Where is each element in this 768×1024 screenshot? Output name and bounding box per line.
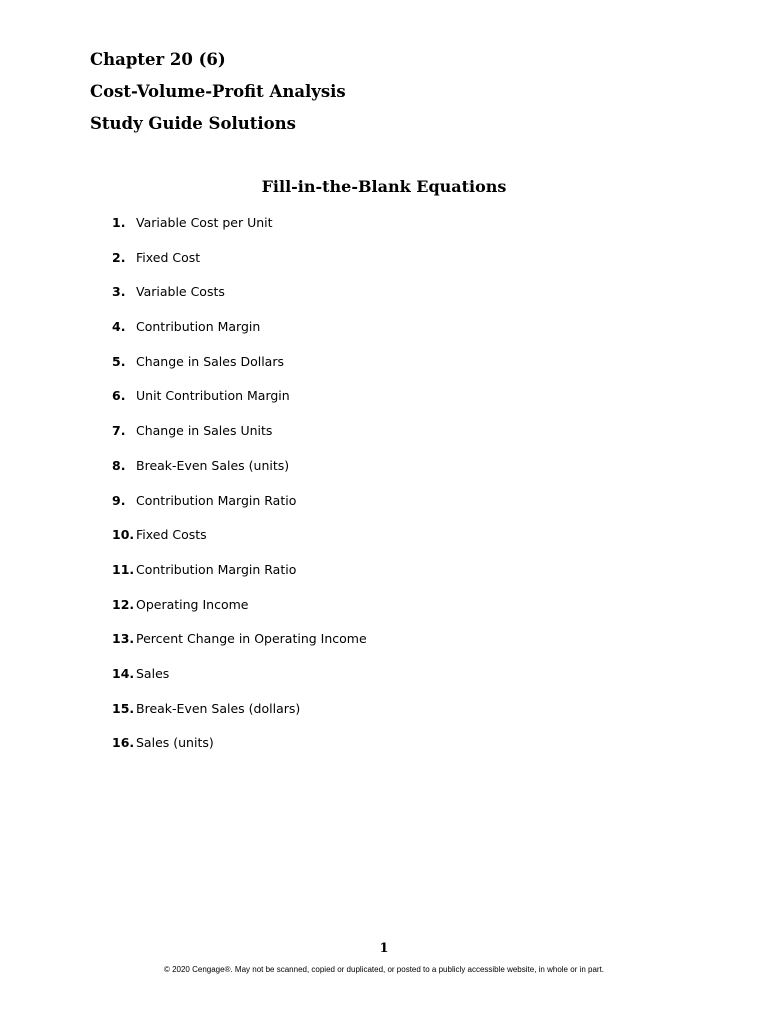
answer-text: Operating Income — [136, 596, 249, 612]
answer-number: 3. — [112, 284, 126, 300]
answer-text: Break-Even Sales (units) — [136, 457, 290, 473]
answer-text: Contribution Margin Ratio — [136, 492, 297, 508]
answer-item-2 — [112, 248, 367, 283]
answer-item-5 — [112, 352, 367, 387]
answer-number: 12. — [112, 596, 135, 612]
page-number: 1 — [379, 941, 389, 956]
document-header — [90, 44, 346, 140]
answer-item-8 — [112, 456, 367, 491]
section-title: Fill-in-the-Blank Equations — [261, 177, 507, 196]
answer-number: 2. — [112, 249, 126, 265]
answer-text: Variable Costs — [136, 284, 225, 300]
copyright-notice: © 2020 Cengage®. May not be scanned, copied or duplicated, or posted to a publicly accessible website, in whole or in part. — [163, 965, 605, 974]
answer-text: Break-Even Sales (dollars) — [136, 700, 301, 716]
answer-text: Sales — [136, 665, 170, 681]
answer-number: 5. — [112, 353, 126, 369]
answer-item-9 — [112, 491, 367, 526]
answer-text: Percent Change in Operating Income — [136, 631, 367, 647]
answer-number: 14. — [112, 665, 135, 681]
chapter-subject: Cost-Volume-Profit Analysis — [90, 82, 346, 101]
answer-number: 11. — [112, 561, 135, 577]
answer-number: 8. — [112, 457, 126, 473]
answer-text: Change in Sales Units — [136, 423, 273, 439]
answer-item-16 — [112, 733, 367, 768]
answer-item-7 — [112, 421, 367, 456]
answer-text: Contribution Margin — [136, 319, 261, 335]
answer-text: Fixed Cost — [136, 249, 201, 265]
answer-item-13 — [112, 629, 367, 664]
answer-item-1 — [112, 213, 367, 248]
answer-text: Variable Cost per Unit — [136, 215, 273, 230]
answer-item-6 — [112, 386, 367, 421]
answer-number: 6. — [112, 388, 126, 404]
answer-text: Sales (units) — [136, 735, 214, 751]
answer-item-11 — [112, 560, 367, 595]
answer-number: 16. — [112, 735, 135, 751]
answer-item-3 — [112, 282, 367, 317]
answer-item-10 — [112, 525, 367, 560]
answer-text: Fixed Costs — [136, 527, 207, 543]
answer-list — [112, 213, 367, 768]
answer-number: 7. — [112, 423, 126, 439]
answer-text: Unit Contribution Margin — [136, 388, 290, 404]
answer-number: 4. — [112, 319, 126, 335]
answer-number: 10. — [112, 527, 135, 543]
chapter-title: Chapter 20 (6) — [90, 50, 226, 69]
answer-item-15 — [112, 699, 367, 734]
answer-item-14 — [112, 664, 367, 699]
answer-number: 9. — [112, 492, 126, 508]
answer-text: Change in Sales Dollars — [136, 353, 284, 369]
document-type: Study Guide Solutions — [90, 114, 296, 133]
answer-item-12 — [112, 595, 367, 630]
answer-number: 1. — [112, 215, 126, 230]
answer-number: 15. — [112, 700, 135, 716]
answer-number: 13. — [112, 631, 135, 647]
answer-item-4 — [112, 317, 367, 352]
answer-text: Contribution Margin Ratio — [136, 561, 297, 577]
